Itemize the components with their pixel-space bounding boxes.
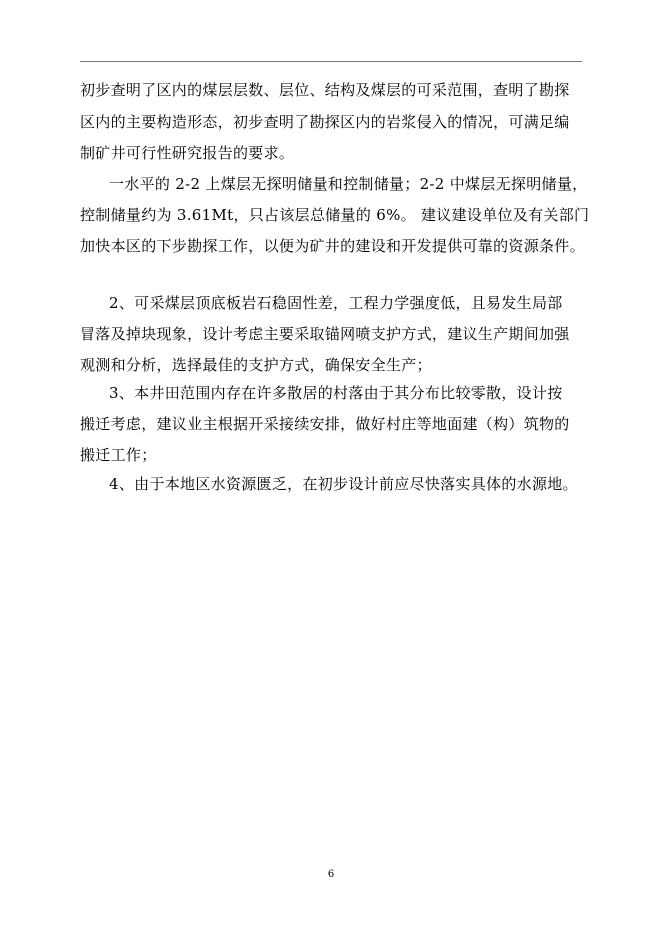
text-line-4: 一水平的 2-2 上煤层无探明储量和控制储量；2-2 中煤层无探明储量， [109, 175, 588, 193]
text-line-13: 4、由于本地区水资源匮乏，在初步设计前应尽快落实具体的水源地。 [109, 475, 578, 493]
text-line-8: 冒落及掉块现象，设计考虑主要采取锚网喷支护方式，建议生产期间加强 [80, 325, 570, 343]
text-line-6: 加快本区的下步勘探工作，以便为矿井的建设和开发提供可靠的资源条件。 [80, 237, 585, 255]
text-line-11: 搬迁考虑，建议业主根据开采接续安排，做好村庄等地面建（构）筑物的 [80, 415, 570, 433]
text-line-2: 区内的主要构造形态，初步查明了勘探区内的岩浆侵入的情况，可满足编 [80, 113, 570, 131]
page-number: 6 [327, 869, 335, 880]
header-rule [80, 61, 582, 62]
text-line-9: 观测和分析，选择最佳的支护方式，确保安全生产； [80, 356, 432, 374]
text-line-5: 控制储量约为 3.61Mt，只占该层总储量的 6%。 建议建设单位及有关部门 [80, 206, 590, 224]
text-line-3: 制矿井可行性研究报告的要求。 [80, 144, 295, 162]
text-line-1: 初步查明了区内的煤层层数、层位、结构及煤层的可采范围，查明了勘探 [80, 81, 570, 99]
text-line-10: 3、本井田范围内存在许多散居的村落由于其分布比较零散，设计按 [109, 384, 563, 402]
text-line-7: 2、可采煤层顶底板岩石稳固性差，工程力学强度低，且易发生局部 [109, 294, 563, 312]
text-line-12: 搬迁工作； [80, 446, 157, 464]
